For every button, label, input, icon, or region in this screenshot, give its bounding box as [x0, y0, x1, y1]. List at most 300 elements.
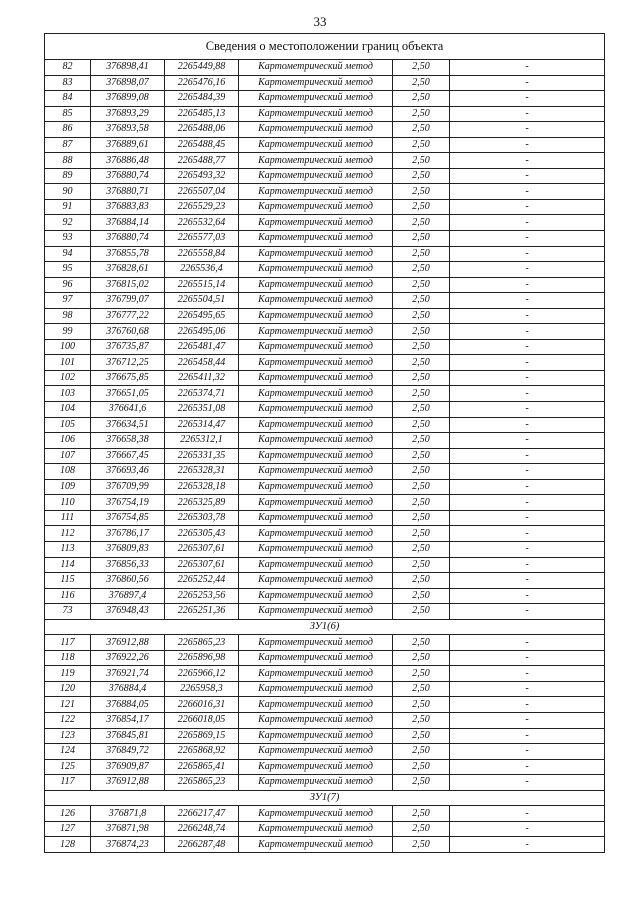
coord-y-cell: 2265476,16	[165, 75, 239, 91]
coord-x-cell: 376860,56	[91, 573, 165, 589]
table-row	[45, 775, 605, 791]
accuracy-cell: 2,50	[393, 821, 450, 837]
method-cell: Картометрический метод	[239, 293, 393, 309]
table-row	[45, 184, 605, 200]
coord-y-cell: 2265411,32	[165, 370, 239, 386]
table-row	[45, 370, 605, 386]
accuracy-cell: 2,50	[393, 339, 450, 355]
section-label: ЗУ1(6)	[45, 619, 605, 635]
coord-x-cell: 376921,74	[91, 666, 165, 682]
point-number-cell: 83	[45, 75, 91, 91]
table-row	[45, 324, 605, 340]
table-row	[45, 635, 605, 651]
point-number-cell: 108	[45, 464, 91, 480]
accuracy-cell: 2,50	[393, 246, 450, 262]
table-row	[45, 495, 605, 511]
method-cell: Картометрический метод	[239, 199, 393, 215]
coord-y-cell: 2265328,18	[165, 479, 239, 495]
coord-x-cell: 376883,83	[91, 199, 165, 215]
coord-y-cell: 2266287,48	[165, 837, 239, 853]
method-cell: Картометрический метод	[239, 231, 393, 247]
table-row	[45, 821, 605, 837]
note-cell: -	[450, 199, 605, 215]
accuracy-cell: 2,50	[393, 495, 450, 511]
method-cell: Картометрический метод	[239, 526, 393, 542]
coord-y-cell: 2265325,89	[165, 495, 239, 511]
method-cell: Картометрический метод	[239, 541, 393, 557]
point-number-cell: 128	[45, 837, 91, 853]
point-number-cell: 122	[45, 712, 91, 728]
coord-x-cell: 376651,05	[91, 386, 165, 402]
method-cell: Картометрический метод	[239, 464, 393, 480]
method-cell: Картометрический метод	[239, 153, 393, 169]
coord-y-cell: 2265314,47	[165, 417, 239, 433]
table-row	[45, 262, 605, 278]
method-cell: Картометрический метод	[239, 402, 393, 418]
coord-y-cell: 2265312,1	[165, 433, 239, 449]
coord-x-cell: 376809,83	[91, 541, 165, 557]
accuracy-cell: 2,50	[393, 262, 450, 278]
accuracy-cell: 2,50	[393, 697, 450, 713]
accuracy-cell: 2,50	[393, 448, 450, 464]
note-cell: -	[450, 168, 605, 184]
coord-y-cell: 2265495,06	[165, 324, 239, 340]
coord-y-cell: 2265504,51	[165, 293, 239, 309]
section-label: ЗУ1(7)	[45, 790, 605, 806]
point-number-cell: 95	[45, 262, 91, 278]
accuracy-cell: 2,50	[393, 184, 450, 200]
note-cell: -	[450, 215, 605, 231]
note-cell: -	[450, 402, 605, 418]
note-cell: -	[450, 386, 605, 402]
point-number-cell: 101	[45, 355, 91, 371]
table-row	[45, 479, 605, 495]
method-cell: Картометрический метод	[239, 635, 393, 651]
table-row	[45, 91, 605, 107]
table-row	[45, 681, 605, 697]
accuracy-cell: 2,50	[393, 712, 450, 728]
boundary-coordinates-table	[44, 33, 605, 853]
method-cell: Картометрический метод	[239, 681, 393, 697]
accuracy-cell: 2,50	[393, 370, 450, 386]
accuracy-cell: 2,50	[393, 728, 450, 744]
method-cell: Картометрический метод	[239, 573, 393, 589]
point-number-cell: 121	[45, 697, 91, 713]
method-cell: Картометрический метод	[239, 666, 393, 682]
accuracy-cell: 2,50	[393, 355, 450, 371]
accuracy-cell: 2,50	[393, 293, 450, 309]
method-cell: Картометрический метод	[239, 308, 393, 324]
coord-x-cell: 376799,07	[91, 293, 165, 309]
coord-x-cell: 376754,19	[91, 495, 165, 511]
point-number-cell: 73	[45, 604, 91, 620]
coord-y-cell: 2265869,15	[165, 728, 239, 744]
coord-y-cell: 2265252,44	[165, 573, 239, 589]
coord-x-cell: 376845,81	[91, 728, 165, 744]
accuracy-cell: 2,50	[393, 308, 450, 324]
point-number-cell: 99	[45, 324, 91, 340]
note-cell: -	[450, 588, 605, 604]
accuracy-cell: 2,50	[393, 464, 450, 480]
note-cell: -	[450, 448, 605, 464]
coord-x-cell: 376777,22	[91, 308, 165, 324]
point-number-cell: 92	[45, 215, 91, 231]
coord-y-cell: 2265374,71	[165, 386, 239, 402]
point-number-cell: 82	[45, 60, 91, 76]
note-cell: -	[450, 184, 605, 200]
note-cell: -	[450, 246, 605, 262]
table-row	[45, 557, 605, 573]
coord-x-cell: 376912,88	[91, 775, 165, 791]
table-row	[45, 573, 605, 589]
coord-y-cell: 2265488,45	[165, 137, 239, 153]
table-row	[45, 588, 605, 604]
coord-x-cell: 376874,23	[91, 837, 165, 853]
note-cell: -	[450, 370, 605, 386]
method-cell: Картометрический метод	[239, 60, 393, 76]
table-row	[45, 650, 605, 666]
note-cell: -	[450, 541, 605, 557]
coord-x-cell: 376884,4	[91, 681, 165, 697]
page-number: 33	[313, 14, 327, 29]
coord-x-cell: 376693,46	[91, 464, 165, 480]
point-number-cell: 87	[45, 137, 91, 153]
method-cell: Картометрический метод	[239, 355, 393, 371]
point-number-cell: 113	[45, 541, 91, 557]
table-row	[45, 386, 605, 402]
coord-x-cell: 376754,85	[91, 510, 165, 526]
coord-y-cell: 2265958,3	[165, 681, 239, 697]
note-cell: -	[450, 775, 605, 791]
point-number-cell: 88	[45, 153, 91, 169]
table-row	[45, 837, 605, 853]
table-row	[45, 448, 605, 464]
table-row	[45, 526, 605, 542]
coord-y-cell: 2265484,39	[165, 91, 239, 107]
coord-y-cell: 2266016,31	[165, 697, 239, 713]
note-cell: -	[450, 759, 605, 775]
accuracy-cell: 2,50	[393, 277, 450, 293]
coord-x-cell: 376871,8	[91, 806, 165, 822]
point-number-cell: 118	[45, 650, 91, 666]
coord-y-cell: 2265251,36	[165, 604, 239, 620]
method-cell: Картометрический метод	[239, 557, 393, 573]
table-title-row	[45, 34, 605, 60]
accuracy-cell: 2,50	[393, 541, 450, 557]
table-row	[45, 464, 605, 480]
coord-x-cell: 376634,51	[91, 417, 165, 433]
table-row	[45, 122, 605, 138]
accuracy-cell: 2,50	[393, 837, 450, 853]
point-number-cell: 85	[45, 106, 91, 122]
point-number-cell: 89	[45, 168, 91, 184]
table-row	[45, 402, 605, 418]
coord-y-cell: 2265307,61	[165, 557, 239, 573]
table-row	[45, 293, 605, 309]
method-cell: Картометрический метод	[239, 650, 393, 666]
accuracy-cell: 2,50	[393, 604, 450, 620]
note-cell: -	[450, 153, 605, 169]
coord-y-cell: 2266248,74	[165, 821, 239, 837]
accuracy-cell: 2,50	[393, 137, 450, 153]
table-row	[45, 75, 605, 91]
table-title: Сведения о местоположении границ объекта	[45, 34, 605, 60]
method-cell: Картометрический метод	[239, 277, 393, 293]
table-row	[45, 604, 605, 620]
coord-x-cell: 376898,07	[91, 75, 165, 91]
point-number-cell: 112	[45, 526, 91, 542]
point-number-cell: 93	[45, 231, 91, 247]
accuracy-cell: 2,50	[393, 215, 450, 231]
note-cell: -	[450, 526, 605, 542]
accuracy-cell: 2,50	[393, 231, 450, 247]
note-cell: -	[450, 324, 605, 340]
note-cell: -	[450, 75, 605, 91]
coord-x-cell: 376893,58	[91, 122, 165, 138]
accuracy-cell: 2,50	[393, 433, 450, 449]
note-cell: -	[450, 728, 605, 744]
note-cell: -	[450, 837, 605, 853]
point-number-cell: 103	[45, 386, 91, 402]
method-cell: Картометрический метод	[239, 339, 393, 355]
method-cell: Картометрический метод	[239, 821, 393, 837]
accuracy-cell: 2,50	[393, 402, 450, 418]
coord-y-cell: 2265303,78	[165, 510, 239, 526]
point-number-cell: 86	[45, 122, 91, 138]
table-row	[45, 137, 605, 153]
coord-y-cell: 2265488,06	[165, 122, 239, 138]
table-row	[45, 231, 605, 247]
accuracy-cell: 2,50	[393, 588, 450, 604]
coord-x-cell: 376871,98	[91, 821, 165, 837]
point-number-cell: 91	[45, 199, 91, 215]
method-cell: Картометрический метод	[239, 728, 393, 744]
note-cell: -	[450, 666, 605, 682]
point-number-cell: 109	[45, 479, 91, 495]
point-number-cell: 124	[45, 744, 91, 760]
point-number-cell: 97	[45, 293, 91, 309]
method-cell: Картометрический метод	[239, 184, 393, 200]
method-cell: Картометрический метод	[239, 479, 393, 495]
method-cell: Картометрический метод	[239, 386, 393, 402]
method-cell: Картометрический метод	[239, 775, 393, 791]
point-number-cell: 107	[45, 448, 91, 464]
coord-x-cell: 376854,17	[91, 712, 165, 728]
coord-x-cell: 376828,61	[91, 262, 165, 278]
coord-y-cell: 2265307,61	[165, 541, 239, 557]
point-number-cell: 105	[45, 417, 91, 433]
coord-x-cell: 376922,26	[91, 650, 165, 666]
table-row	[45, 60, 605, 76]
point-number-cell: 104	[45, 402, 91, 418]
coord-y-cell: 2265529,23	[165, 199, 239, 215]
point-number-cell: 116	[45, 588, 91, 604]
method-cell: Картометрический метод	[239, 262, 393, 278]
accuracy-cell: 2,50	[393, 60, 450, 76]
coord-x-cell: 376897,4	[91, 588, 165, 604]
coord-x-cell: 376658,38	[91, 433, 165, 449]
coord-x-cell: 376948,43	[91, 604, 165, 620]
note-cell: -	[450, 806, 605, 822]
coord-x-cell: 376884,14	[91, 215, 165, 231]
method-cell: Картометрический метод	[239, 837, 393, 853]
method-cell: Картометрический метод	[239, 697, 393, 713]
coord-y-cell: 2265865,23	[165, 775, 239, 791]
point-number-cell: 102	[45, 370, 91, 386]
accuracy-cell: 2,50	[393, 557, 450, 573]
table-row	[45, 510, 605, 526]
coord-x-cell: 376735,87	[91, 339, 165, 355]
table-row	[45, 728, 605, 744]
method-cell: Картометрический метод	[239, 759, 393, 775]
accuracy-cell: 2,50	[393, 573, 450, 589]
accuracy-cell: 2,50	[393, 106, 450, 122]
point-number-cell: 123	[45, 728, 91, 744]
coord-x-cell: 376856,33	[91, 557, 165, 573]
table-row	[45, 806, 605, 822]
point-number-cell: 125	[45, 759, 91, 775]
note-cell: -	[450, 60, 605, 76]
method-cell: Картометрический метод	[239, 744, 393, 760]
note-cell: -	[450, 231, 605, 247]
coord-y-cell: 2265331,35	[165, 448, 239, 464]
coord-y-cell: 2265896,98	[165, 650, 239, 666]
point-number-cell: 96	[45, 277, 91, 293]
table-row	[45, 308, 605, 324]
note-cell: -	[450, 277, 605, 293]
coord-y-cell: 2265536,4	[165, 262, 239, 278]
coord-x-cell: 376880,74	[91, 168, 165, 184]
coord-y-cell: 2265253,56	[165, 588, 239, 604]
accuracy-cell: 2,50	[393, 324, 450, 340]
point-number-cell: 111	[45, 510, 91, 526]
note-cell: -	[450, 293, 605, 309]
method-cell: Картометрический метод	[239, 806, 393, 822]
note-cell: -	[450, 308, 605, 324]
note-cell: -	[450, 821, 605, 837]
table-row	[45, 417, 605, 433]
coord-y-cell: 2265328,31	[165, 464, 239, 480]
accuracy-cell: 2,50	[393, 91, 450, 107]
coord-x-cell: 376880,71	[91, 184, 165, 200]
accuracy-cell: 2,50	[393, 775, 450, 791]
accuracy-cell: 2,50	[393, 199, 450, 215]
method-cell: Картометрический метод	[239, 215, 393, 231]
point-number-cell: 114	[45, 557, 91, 573]
point-number-cell: 94	[45, 246, 91, 262]
note-cell: -	[450, 604, 605, 620]
accuracy-cell: 2,50	[393, 153, 450, 169]
coord-y-cell: 2265305,43	[165, 526, 239, 542]
accuracy-cell: 2,50	[393, 75, 450, 91]
point-number-cell: 98	[45, 308, 91, 324]
accuracy-cell: 2,50	[393, 526, 450, 542]
coord-y-cell: 2265449,88	[165, 60, 239, 76]
table-row	[45, 339, 605, 355]
table-row	[45, 697, 605, 713]
point-number-cell: 84	[45, 91, 91, 107]
method-cell: Картометрический метод	[239, 75, 393, 91]
coord-y-cell: 2265558,84	[165, 246, 239, 262]
note-cell: -	[450, 122, 605, 138]
point-number-cell: 119	[45, 666, 91, 682]
note-cell: -	[450, 681, 605, 697]
coord-y-cell: 2265351,08	[165, 402, 239, 418]
coord-y-cell: 2265865,23	[165, 635, 239, 651]
accuracy-cell: 2,50	[393, 666, 450, 682]
coord-x-cell: 376889,61	[91, 137, 165, 153]
note-cell: -	[450, 495, 605, 511]
coord-y-cell: 2265515,14	[165, 277, 239, 293]
coord-x-cell: 376641,6	[91, 402, 165, 418]
note-cell: -	[450, 744, 605, 760]
coord-y-cell: 2265481,47	[165, 339, 239, 355]
coord-x-cell: 376893,29	[91, 106, 165, 122]
coord-y-cell: 2265868,92	[165, 744, 239, 760]
table-row	[45, 712, 605, 728]
coord-x-cell: 376712,25	[91, 355, 165, 371]
table-row	[45, 541, 605, 557]
note-cell: -	[450, 573, 605, 589]
coord-y-cell: 2265577,03	[165, 231, 239, 247]
note-cell: -	[450, 479, 605, 495]
method-cell: Картометрический метод	[239, 417, 393, 433]
note-cell: -	[450, 137, 605, 153]
point-number-cell: 126	[45, 806, 91, 822]
coord-x-cell: 376898,41	[91, 60, 165, 76]
coord-y-cell: 2265966,12	[165, 666, 239, 682]
accuracy-cell: 2,50	[393, 510, 450, 526]
table-row	[45, 246, 605, 262]
point-number-cell: 90	[45, 184, 91, 200]
accuracy-cell: 2,50	[393, 759, 450, 775]
coord-x-cell: 376849,72	[91, 744, 165, 760]
coord-x-cell: 376912,88	[91, 635, 165, 651]
point-number-cell: 117	[45, 635, 91, 651]
table-row	[45, 199, 605, 215]
coord-x-cell: 376886,48	[91, 153, 165, 169]
method-cell: Картометрический метод	[239, 604, 393, 620]
note-cell: -	[450, 417, 605, 433]
method-cell: Картометрический метод	[239, 137, 393, 153]
accuracy-cell: 2,50	[393, 635, 450, 651]
table-row	[45, 666, 605, 682]
table-row	[45, 277, 605, 293]
table-row	[45, 759, 605, 775]
coord-y-cell: 2265458,44	[165, 355, 239, 371]
method-cell: Картометрический метод	[239, 495, 393, 511]
method-cell: Картометрический метод	[239, 712, 393, 728]
coord-x-cell: 376880,74	[91, 231, 165, 247]
note-cell: -	[450, 510, 605, 526]
coord-x-cell: 376909,87	[91, 759, 165, 775]
coord-x-cell: 376709,99	[91, 479, 165, 495]
method-cell: Картометрический метод	[239, 433, 393, 449]
coord-y-cell: 2266018,05	[165, 712, 239, 728]
accuracy-cell: 2,50	[393, 744, 450, 760]
accuracy-cell: 2,50	[393, 122, 450, 138]
point-number-cell: 120	[45, 681, 91, 697]
coord-y-cell: 2265485,13	[165, 106, 239, 122]
coord-y-cell: 2265488,77	[165, 153, 239, 169]
accuracy-cell: 2,50	[393, 650, 450, 666]
note-cell: -	[450, 339, 605, 355]
point-number-cell: 117	[45, 775, 91, 791]
coord-x-cell: 376675,85	[91, 370, 165, 386]
note-cell: -	[450, 262, 605, 278]
section-row	[45, 619, 605, 635]
coord-x-cell: 376760,68	[91, 324, 165, 340]
